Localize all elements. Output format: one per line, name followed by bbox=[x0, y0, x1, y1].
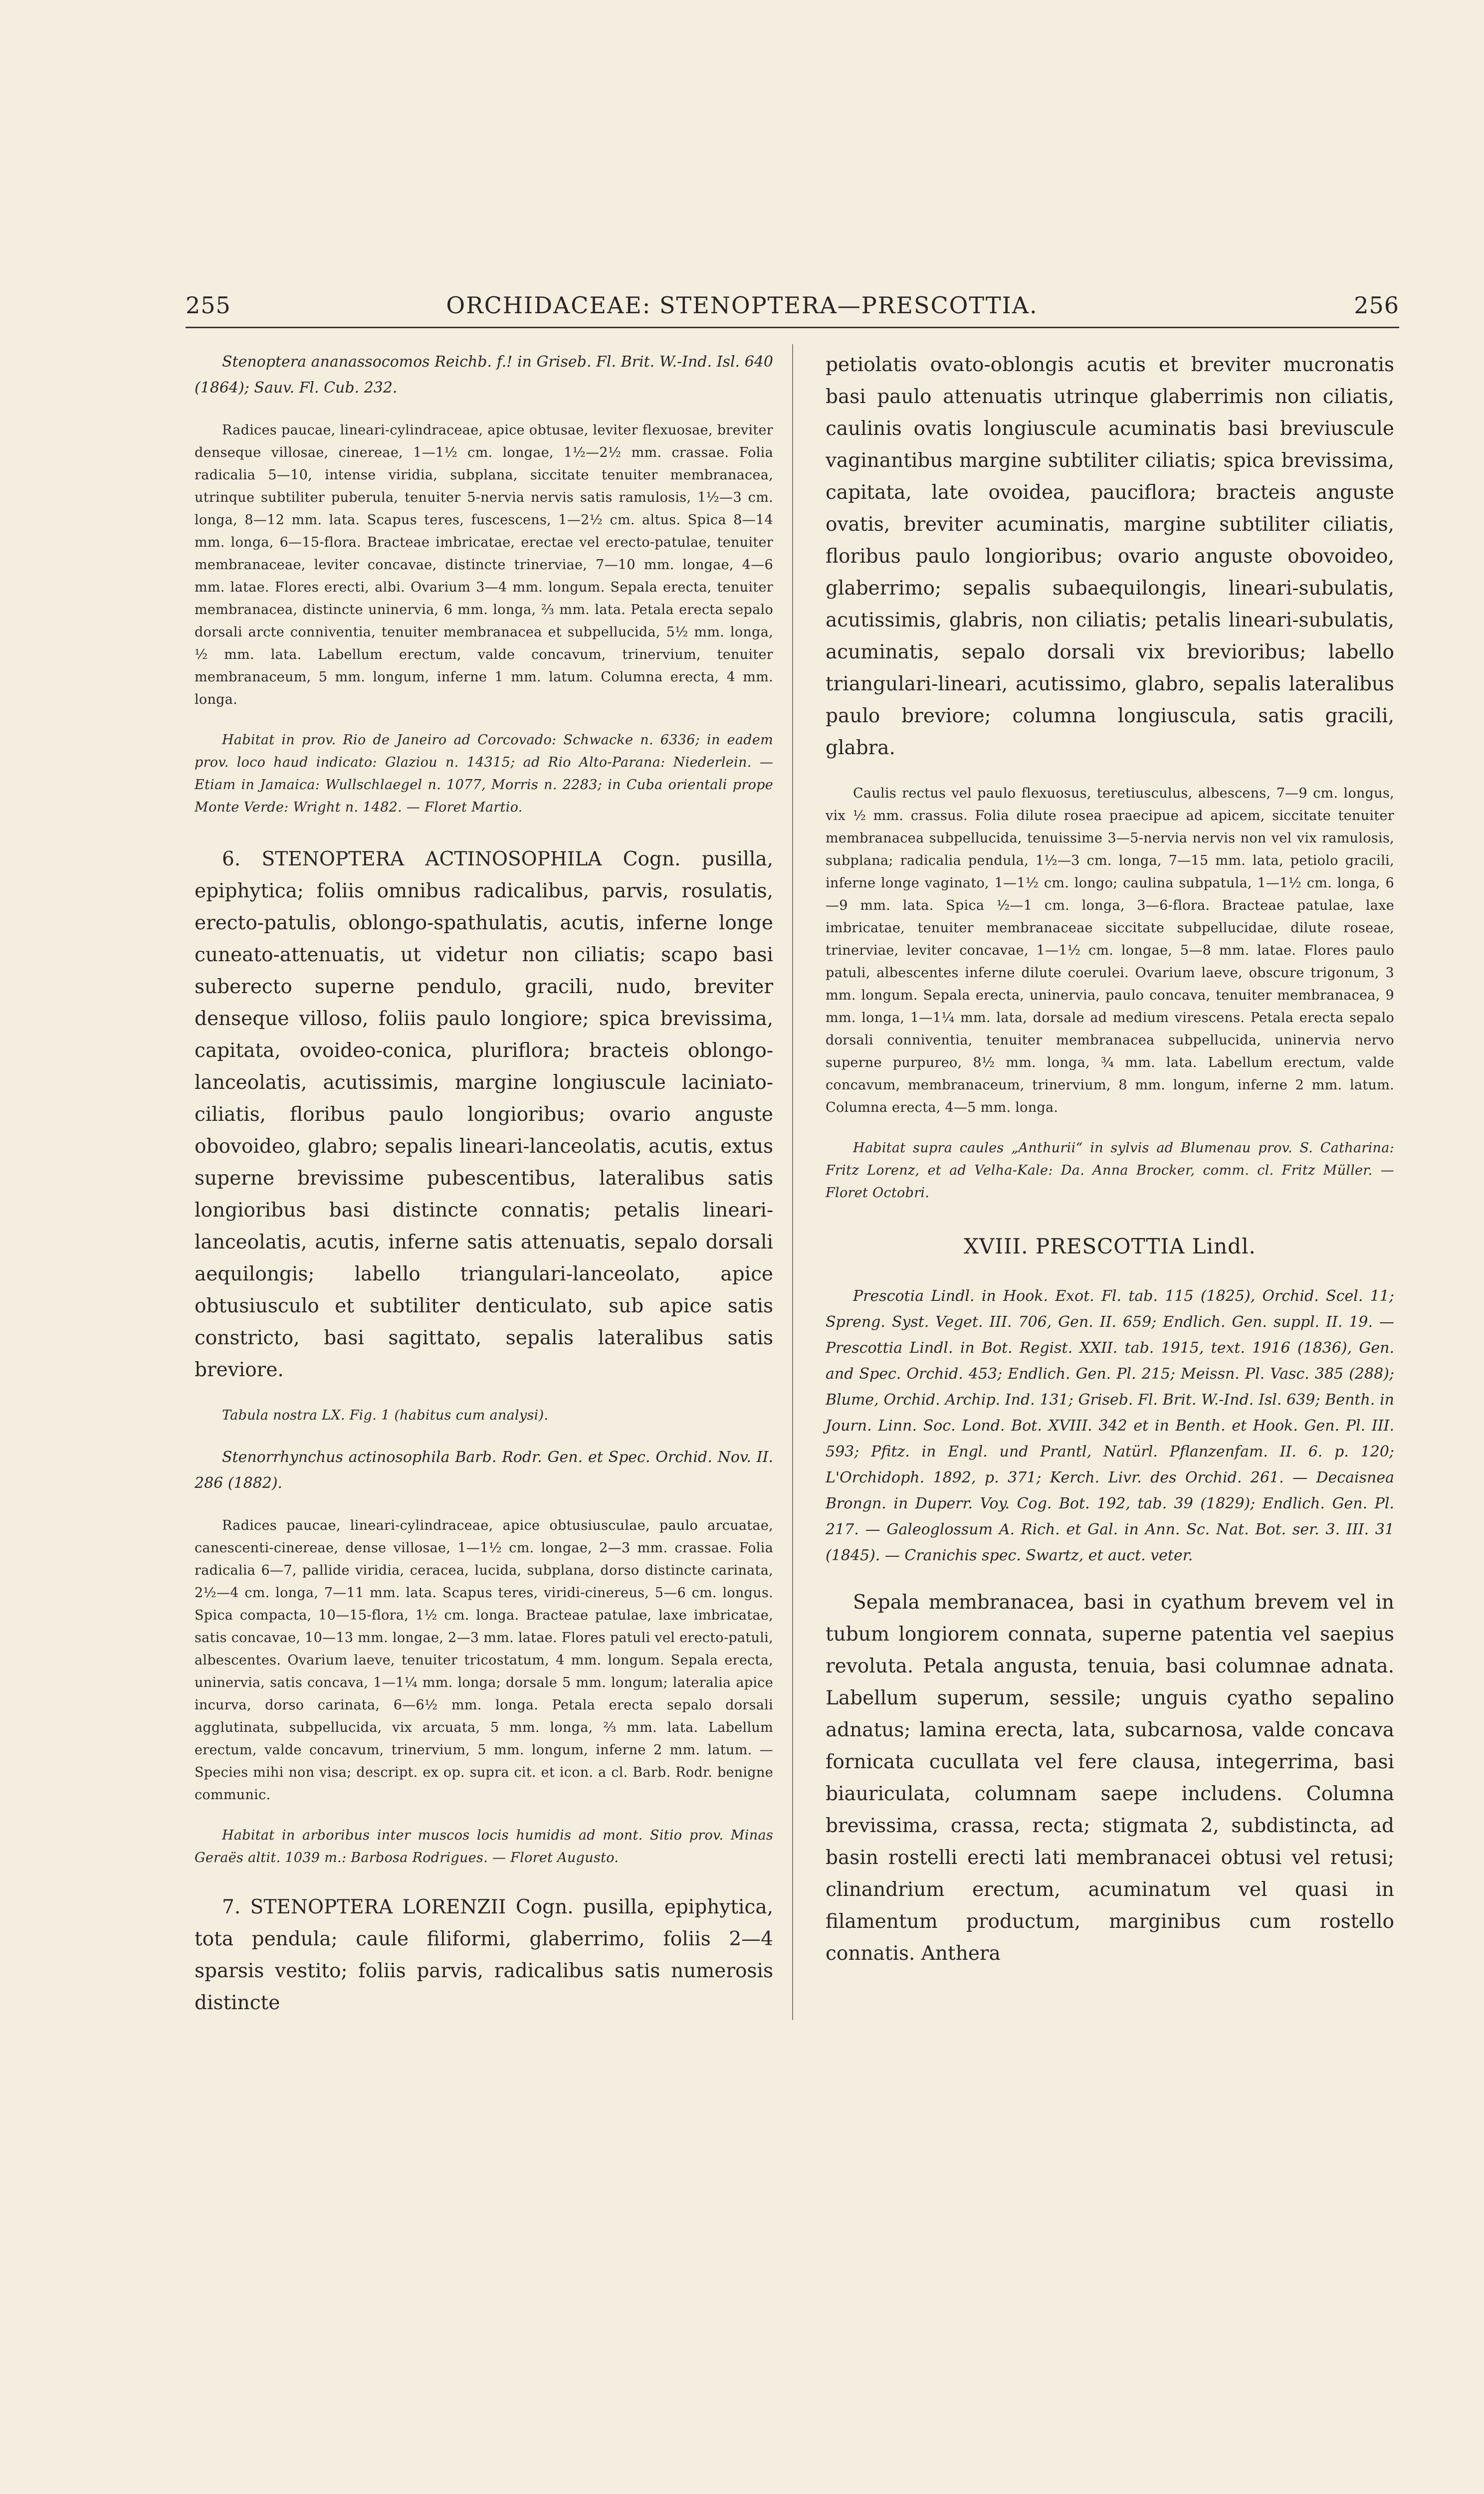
plate-reference: Tabula nostra LX. Fig. 1 (habitus cum analysi). bbox=[222, 1408, 549, 1423]
genus-heading: XVIII. PRESCOTTIA Lindl. bbox=[964, 1234, 1256, 1258]
running-title: ORCHIDACEAE: STENOPTERA—PRESCOTTIA. bbox=[446, 292, 1038, 319]
lorenzii-continued: petiolatis ovato-oblongis acutis et breviter mucronatis basi paulo attenuatis utrinque glaberrimis non ciliatis, caulinis ovatis longiuscule acuminatis basi breviuscule vaginantibus margine subtiliter ciliatis; spica brevissima, capitata, late ovoidea, pauciflora; bracteis anguste ovatis, breviter acuminatis, margine subtiliter ciliatis, floribus paulo longioribus; ovario anguste obovoideo, glaberrimo; sepalis subaequilongis, lineari-subulatis, acutissimis, glabris, non ciliatis; petalis lineari-subulatis, acuminatis, sepalo dorsali vix brevioribus; labello triangulari-lineari, acutissimo, glabro, sepalis lateralibus paulo breviore; columna longiuscula, satis gracili, glabra. bbox=[826, 354, 1394, 759]
left-column bbox=[195, 349, 773, 2037]
description-actinosophila: Radices paucae, lineari-cylindraceae, apice obtusiusculae, paulo arcuatae, canescenti-cinereae, dense villosae, 1—1½ cm. longae, 2—3 mm. crassae. Folia radicalia 6—7, pallide viridia, ceracea, lucida, subplana, dorso distincte carinata, 2½—4 cm. longa, 7—11 mm. lata. Scapus teres, viridi-cinereus, 5—6 cm. longus. Spica compacta, 10—15-flora, 1½ cm. longa. Bracteae patulae, laxe imbricatae, satis concavae, 10—13 mm. longae, 2—3 mm. latae. Flores patuli vel erecto-patuli, albescentes. Ovarium laeve, tenuiter tricostatum, 4 mm. longum. Sepala erecta, uninervia, satis concava, 1—1¼ mm. longa; dorsale 5 mm. longum; lateralia apice incurva, dorso carinata, 6—6½ mm. longa. Petala erecta sepalo dorsali agglutinata, subpellucida, vix arcuata, 5 mm. longa, ⅔ mm. lata. Labellum erectum, valde concavum, trinervium, 5 mm. longum, inferne 2 mm. latum. — Species mihi non visa; descript. ex op. supra cit. et icon. a cl. Barb. Rodr. benigne communic. bbox=[195, 1518, 773, 1803]
column-divider bbox=[792, 344, 793, 2020]
right-column bbox=[826, 349, 1394, 1988]
species-actinosophila: 6. STENOPTERA ACTINOSOPHILA Cogn. pusilla, epiphytica; foliis omnibus radicalibus, parvis, rosulatis, erecto-patulis, oblongo-spathulatis, acutis, inferne longe cuneato-attenuatis, ut videtur non ciliatis; scapo basi suberecto superne pendulo, gracili, nudo, breviter denseque villoso, foliis paulo longiore; spica brevissima, capitata, ovoideo-conica, pluriflora; bracteis oblongo-lanceolatis, acutissimis, margine longiuscule laciniato-ciliatis, floribus paulo longioribus; ovario anguste obovoideo, glabro; sepalis lineari-lanceolatis, acutis, extus superne brevissime pubescentibus, lateralibus satis longioribus basi distincte connatis; petalis lineari-lanceolatis, acutis, inferne satis attenuatis, sepalo dorsali aequilongis; labello triangulari-lanceolato, apice obtusiusculo et subtiliter denticulato, sub apice satis constricto, basi sagittato, sepalis lateralibus satis breviore. bbox=[195, 848, 773, 1381]
page-number-right: 256 bbox=[1354, 292, 1399, 319]
species-lorenzii: 7. STENOPTERA LORENZII Cogn. pusilla, epiphytica, tota pendula; caule filiformi, glaberrimo, foliis 2—4 sparsis vestito; foliis parvis, radicalibus satis numerosis distincte bbox=[195, 1896, 773, 2014]
habitat-actinosophila: Habitat in arboribus inter muscos locis humidis ad mont. Sitio prov. Minas Geraës altit. 1039 m.: Barbosa Rodrigues. — Floret Augusto. bbox=[195, 1828, 773, 1866]
header-rule bbox=[186, 327, 1399, 328]
habitat-ananassocomos: Habitat in prov. Rio de Janeiro ad Corcovado: Schwacke n. 6336; in eadem prov. loco haud indicato: Glaziou n. 14315; ad Rio Alto-Parana: Niederlein. — Etiam in Jamaica: Wullschlaegel n. 1077, Morris n. 2283; in Cuba orientali prope Monte Verde: Wright n. 1482. — Floret Martio. bbox=[195, 732, 773, 815]
citation-ananassocomos: Stenoptera ananassocomos Reichb. f.! in Griseb. Fl. Brit. W.-Ind. Isl. 640 (1864); Sauv. Fl. Cub. 232. bbox=[195, 353, 773, 397]
habitat-lorenzii: Habitat supra caules „Anthurii“ in sylvis ad Blumenau prov. S. Catharina: Fritz Lorenz, et ad Velha-Kale: Da. Anna Brocker, comm. cl. Fritz Müller. — Floret Octobri. bbox=[826, 1140, 1394, 1201]
page-number-left: 255 bbox=[186, 292, 231, 319]
genus-synonymy: Prescotia Lindl. in Hook. Exot. Fl. tab. 115 (1825), Orchid. Scel. 11; Spreng. Syst. Veget. III. 706, Gen. II. 659; Endlich. Gen. suppl. II. 19. — Prescottia Lindl. in Bot. Regist. XXII. tab. 1915, text. 1916 (1836), Gen. and Spec. Orchid. 453; Endlich. Gen. Pl. 215; Meissn. Pl. Vasc. 385 (288); Blume, Orchid. Archip. Ind. 131; Griseb. Fl. Brit. W.-Ind. Isl. 639; Benth. in Journ. Linn. Soc. Lond. Bot. XVIII. 342 et in Benth. et Hook. Gen. Pl. III. 593; Pfitz. in Engl. und Prantl, Natürl. Pflanzenfam. II. 6. p. 120; L'Orchidoph. 1892, p. 371; Kerch. Livr. des Orchid. 261. — Decaisnea Brongn. in Duperr. Voy. Cog. Bot. 192, tab. 39 (1829); Endlich. Gen. Pl. 217. — Galeoglossum A. Rich. et Gal. in Ann. Sc. Nat. Bot. ser. 3. III. 31 (1845). — Cranichis spec. Swartz, et auct. veter. bbox=[826, 1287, 1394, 1564]
description-lorenzii: Caulis rectus vel paulo flexuosus, teretiusculus, albescens, 7—9 cm. longus, vix ½ mm. crassus. Folia dilute rosea praecipue ad apicem, siccitate tenuiter membranacea subpellucida, tenuissime 3—5-nervia nervis non vel vix ramulosis, subplana; radicalia pendula, 1½—3 cm. longa, 7—15 mm. lata, petiolo gracili, inferne longe vaginato, 1—1½ cm. longo; caulina subpatula, 1—1½ cm. longa, 6—9 mm. lata. Spica ½—1 cm. longa, 3—6-flora. Bracteae patulae, laxe imbricatae, tenuiter membranaceae siccitate subpellucidae, dilute roseae, trinerviae, leviter concavae, 1—1½ cm. longae, 5—8 mm. latae. Flores paulo patuli, albescentes inferne dilute coerulei. Ovarium laeve, obscure trigonum, 3 mm. longum. Sepala erecta, uninervia, paulo concava, tenuiter membranacea, 9 mm. longa, 1—1¼ mm. lata, dorsale ad medium virescens. Petala erecta sepalo dorsali conniventia, tenuiter membranacea subpellucida, uninervia nervo superne purpureo, 8½ mm. longa, ¾ mm. lata. Labellum erectum, valde concavum, membranaceum, trinervium, 8 mm. longum, inferne 2 mm. latum. Columna erecta, 4—5 mm. longa. bbox=[826, 786, 1394, 1115]
citation-actinosophila: Stenorrhynchus actinosophila Barb. Rodr. Gen. et Spec. Orchid. Nov. II. 286 (1882). bbox=[195, 1449, 773, 1492]
description-ananassocomos: Radices paucae, lineari-cylindraceae, apice obtusae, leviter flexuosae, breviter denseque villosae, cinereae, 1—1½ cm. longae, 1½—2½ mm. crassae. Folia radicalia 5—10, intense viridia, subplana, siccitate tenuiter membranacea, utrinque subtiliter puberula, tenuiter 5-nervia nervis satis ramulosis, 1½—3 cm. longa, 8—12 mm. lata. Scapus teres, fuscescens, 1—2½ cm. altus. Spica 8—14 mm. longa, 6—15-flora. Bracteae imbricatae, erectae vel erecto-patulae, tenuiter membranaceae, leviter concavae, distincte trinerviae, 7—10 mm. longae, 4—6 mm. latae. Flores erecti, albi. Ovarium 3—4 mm. longum. Sepala erecta, tenuiter membranacea, distincte uninervia, 6 mm. longa, ⅔ mm. lata. Petala erecta sepalo dorsali arcte conniventia, tenuiter membranacea et subpellucida, 5½ mm. longa, ½ mm. lata. Labellum erectum, valde concavum, trinervium, tenuiter membranaceum, 5 mm. longum, inferne 1 mm. latum. Columna erecta, 4 mm. longa. bbox=[195, 422, 773, 707]
genus-description: Sepala membranacea, basi in cyathum brevem vel in tubum longiorem connata, superne patentia vel saepius revoluta. Petala angusta, tenuia, basi columnae adnata. Labellum superum, sessile; unguis cyatho sepalino adnatus; lamina erecta, lata, subcarnosa, valde concava fornicata cucullata vel fere clausa, integerrima, basi biauriculata, columnam saepe includens. Columna brevissima, crassa, recta; stigmata 2, subdistincta, ad basin rostelli erecti lati membranacei obtusi vel retusi; clinandrium erectum, acuminatum vel quasi in filamentum productum, marginibus cum rostello connatis. Anthera bbox=[826, 1591, 1394, 1965]
